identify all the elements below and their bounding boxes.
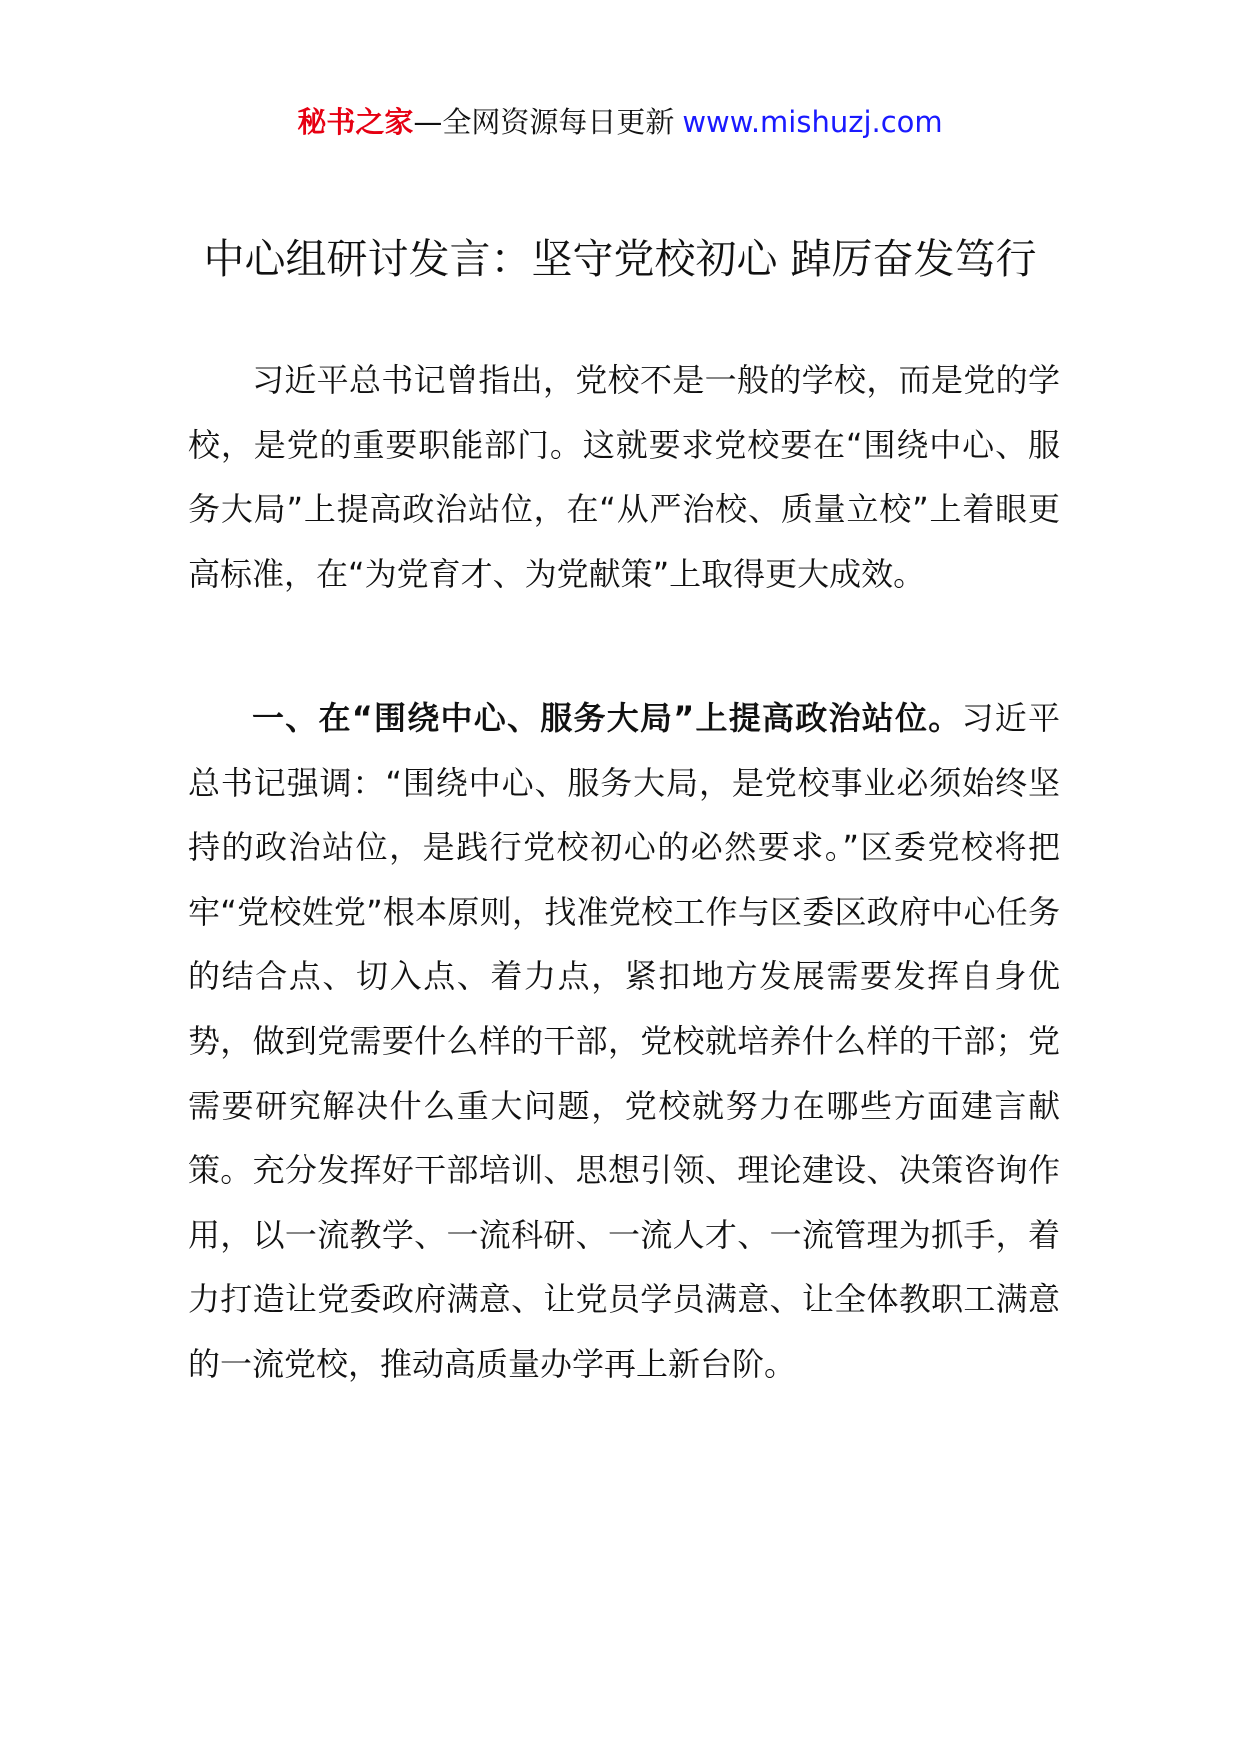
section-body: 习近平总书记强调：“围绕中心、服务大局，是党校事业必须始终坚持的政治站位，是践行党校初心的必然要求。”区委党校将把牢“党校姓党”根本原则，找准党校工作与区委区政府中心任务的结合点、切入点、着力点，紧扣地方发展需要发挥自身优势，做到党需要什么样的干部，党校就培养什么样的干部；党需要研究解决什么重大问题，党校就努力在哪些方面建言献策。充分发挥好干部培训、思想引领、理论建设、决策咨询作用，以一流教学、一流科研、一流人才、一流管理为抓手，着力打造让党委政府满意、让党员学员满意、让全体教职工满意的一流党校，推动高质量办学再上新台阶。 bbox=[188, 699, 1060, 1383]
site-name: 秘书之家 bbox=[297, 105, 414, 139]
paragraph-section-1 bbox=[188, 686, 1060, 1397]
site-url-link[interactable]: www.mishuzj.com bbox=[682, 105, 943, 139]
site-header bbox=[0, 100, 1240, 144]
site-tagline: —全网资源每日更新 bbox=[413, 105, 675, 139]
paragraph-text bbox=[188, 686, 1060, 1397]
paragraph-text: 习近平总书记曾指出，党校不是一般的学校，而是党的学校，是党的重要职能部门。这就要求党校要在“围绕中心、服务大局”上提高政治站位，在“从严治校、质量立校”上着眼更高标准，在“为党育才、为党献策”上取得更大成效。 bbox=[188, 361, 1060, 593]
document-title: 中心组研讨发言：坚守党校初心 踔厉奋发笃行 bbox=[203, 235, 1037, 283]
paragraph-intro bbox=[188, 348, 1060, 606]
section-heading: 一、在“围绕中心、服务大局”上提高政治站位。 bbox=[252, 699, 962, 737]
